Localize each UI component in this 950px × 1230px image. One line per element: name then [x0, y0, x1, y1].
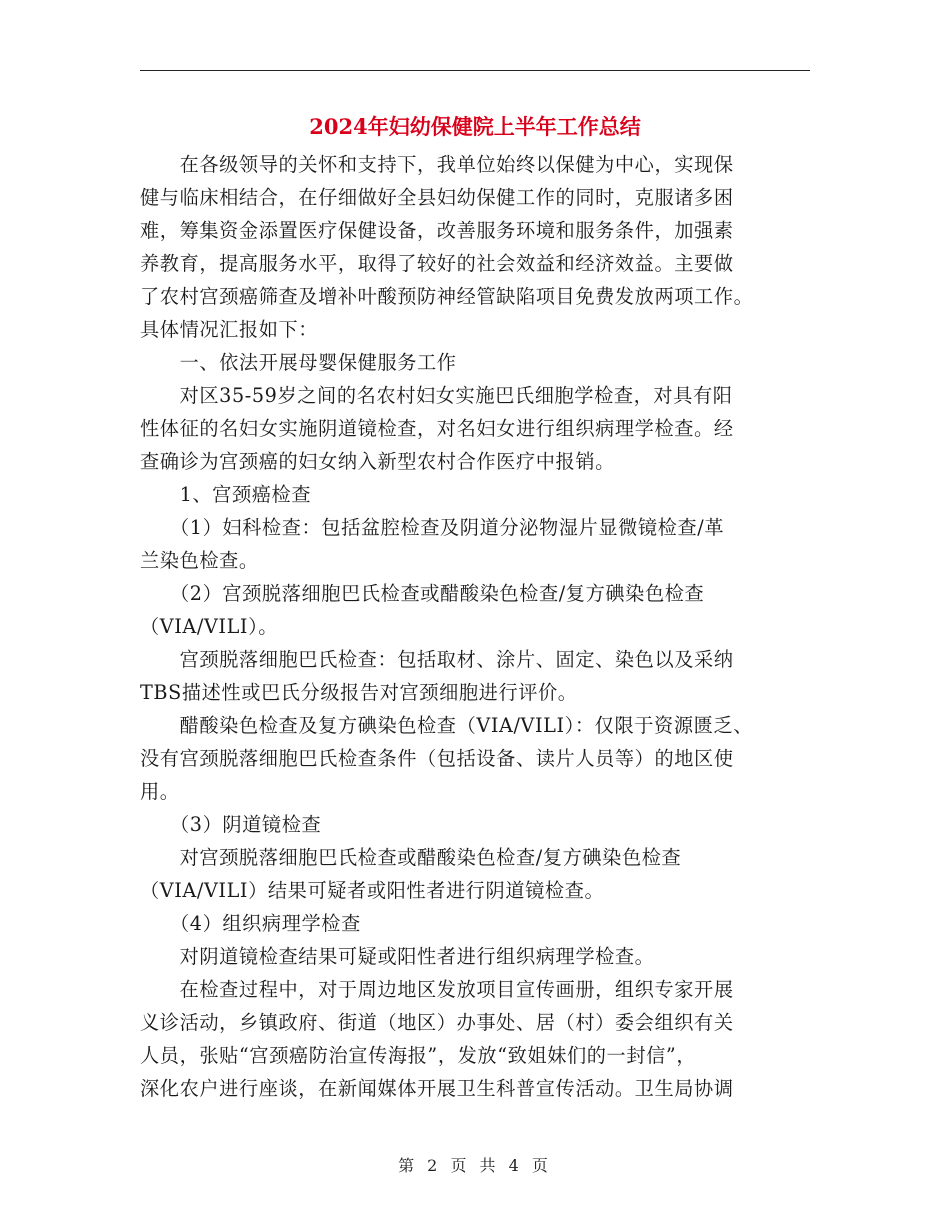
paragraph-line: 对宫颈脱落细胞巴氏检查或醋酸染色检查/复方碘染色检查 [140, 846, 682, 869]
document-title: 2024年妇幼保健院上半年工作总结 [309, 114, 641, 139]
paragraph-line: 难，筹集资金添置医疗保健设备，改善服务环境和服务条件，加强素 [140, 219, 734, 242]
paragraph-line: 性体征的名妇女实施阴道镜检查，对名妇女进行组织病理学检查。经 [140, 417, 734, 440]
paragraph-line: 健与临床相结合，在仔细做好全县妇幼保健工作的同时，克服诸多困 [140, 186, 734, 209]
paragraph-line: 具体情况汇报如下： [140, 318, 319, 341]
paragraph-line: 对阴道镜检查结果可疑或阳性者进行组织病理学检查。 [140, 945, 655, 968]
paragraph-line: 查确诊为宫颈癌的妇女纳入新型农村合作医疗中报销。 [140, 450, 615, 473]
paragraph-line: TBS描述性或巴氏分级报告对宫颈细胞进行评价。 [140, 681, 578, 704]
section-heading: 一、依法开展母婴保健服务工作 [140, 351, 457, 374]
paragraph-line: （2）宫颈脱落细胞巴氏检查或醋酸染色检查/复方碘染色检查 [140, 582, 705, 605]
paragraph-line: 在各级领导的关怀和支持下，我单位始终以保健为中心，实现保 [140, 153, 734, 176]
paragraph-line: 没有宫颈脱落细胞巴氏检查条件（包括设备、读片人员等）的地区使 [140, 747, 734, 770]
paragraph-line: （VIA/VILI）。 [140, 615, 279, 638]
paragraph-line: 养教育，提高服务水平，取得了较好的社会效益和经济效益。主要做 [140, 252, 734, 275]
paragraph-line: （VIA/VILI）结果可疑者或阳性者进行阴道镜检查。 [140, 879, 605, 902]
paragraph-line: 义诊活动，乡镇政府、街道（地区）办事处、居（村）委会组织有关 [140, 1011, 734, 1034]
paragraph-line: 在检查过程中，对于周边地区发放项目宣传画册，组织专家开展 [140, 978, 734, 1001]
paragraph-line: 醋酸染色检查及复方碘染色检查（VIA/VILI）：仅限于资源匮乏、 [140, 714, 753, 737]
paragraph-line: 深化农户进行座谈，在新闻媒体开展卫生科普宣传活动。卫生局协调 [140, 1077, 734, 1100]
paragraph-line: （1）妇科检查：包括盆腔检查及阴道分泌物湿片显微镜检查/革 [140, 516, 725, 539]
paragraph-line: （3）阴道镜检查 [140, 813, 322, 836]
paragraph-line: 对区35-59岁之间的名农村妇女实施巴氏细胞学检查，对具有阳 [140, 384, 733, 407]
paragraph-line: 用。 [140, 780, 180, 803]
paragraph-line: 宫颈脱落细胞巴氏检查：包括取材、涂片、固定、染色以及采纳 [140, 648, 734, 671]
header-rule [140, 70, 810, 71]
subsection-heading: 1、宫颈癌检查 [140, 483, 312, 506]
paragraph-line: 兰染色检查。 [140, 549, 259, 572]
paragraph-line: 人员，张贴“宫颈癌防治宣传海报”，发放“致姐妹们的一封信”， [140, 1044, 697, 1067]
page-footer: 第 2 页 共 4 页 [398, 1156, 552, 1175]
paragraph-line: 了农村宫颈癌筛查及增补叶酸预防神经管缺陷项目免费发放两项工作。 [140, 285, 754, 308]
paragraph-line: （4）组织病理学检查 [140, 912, 361, 935]
